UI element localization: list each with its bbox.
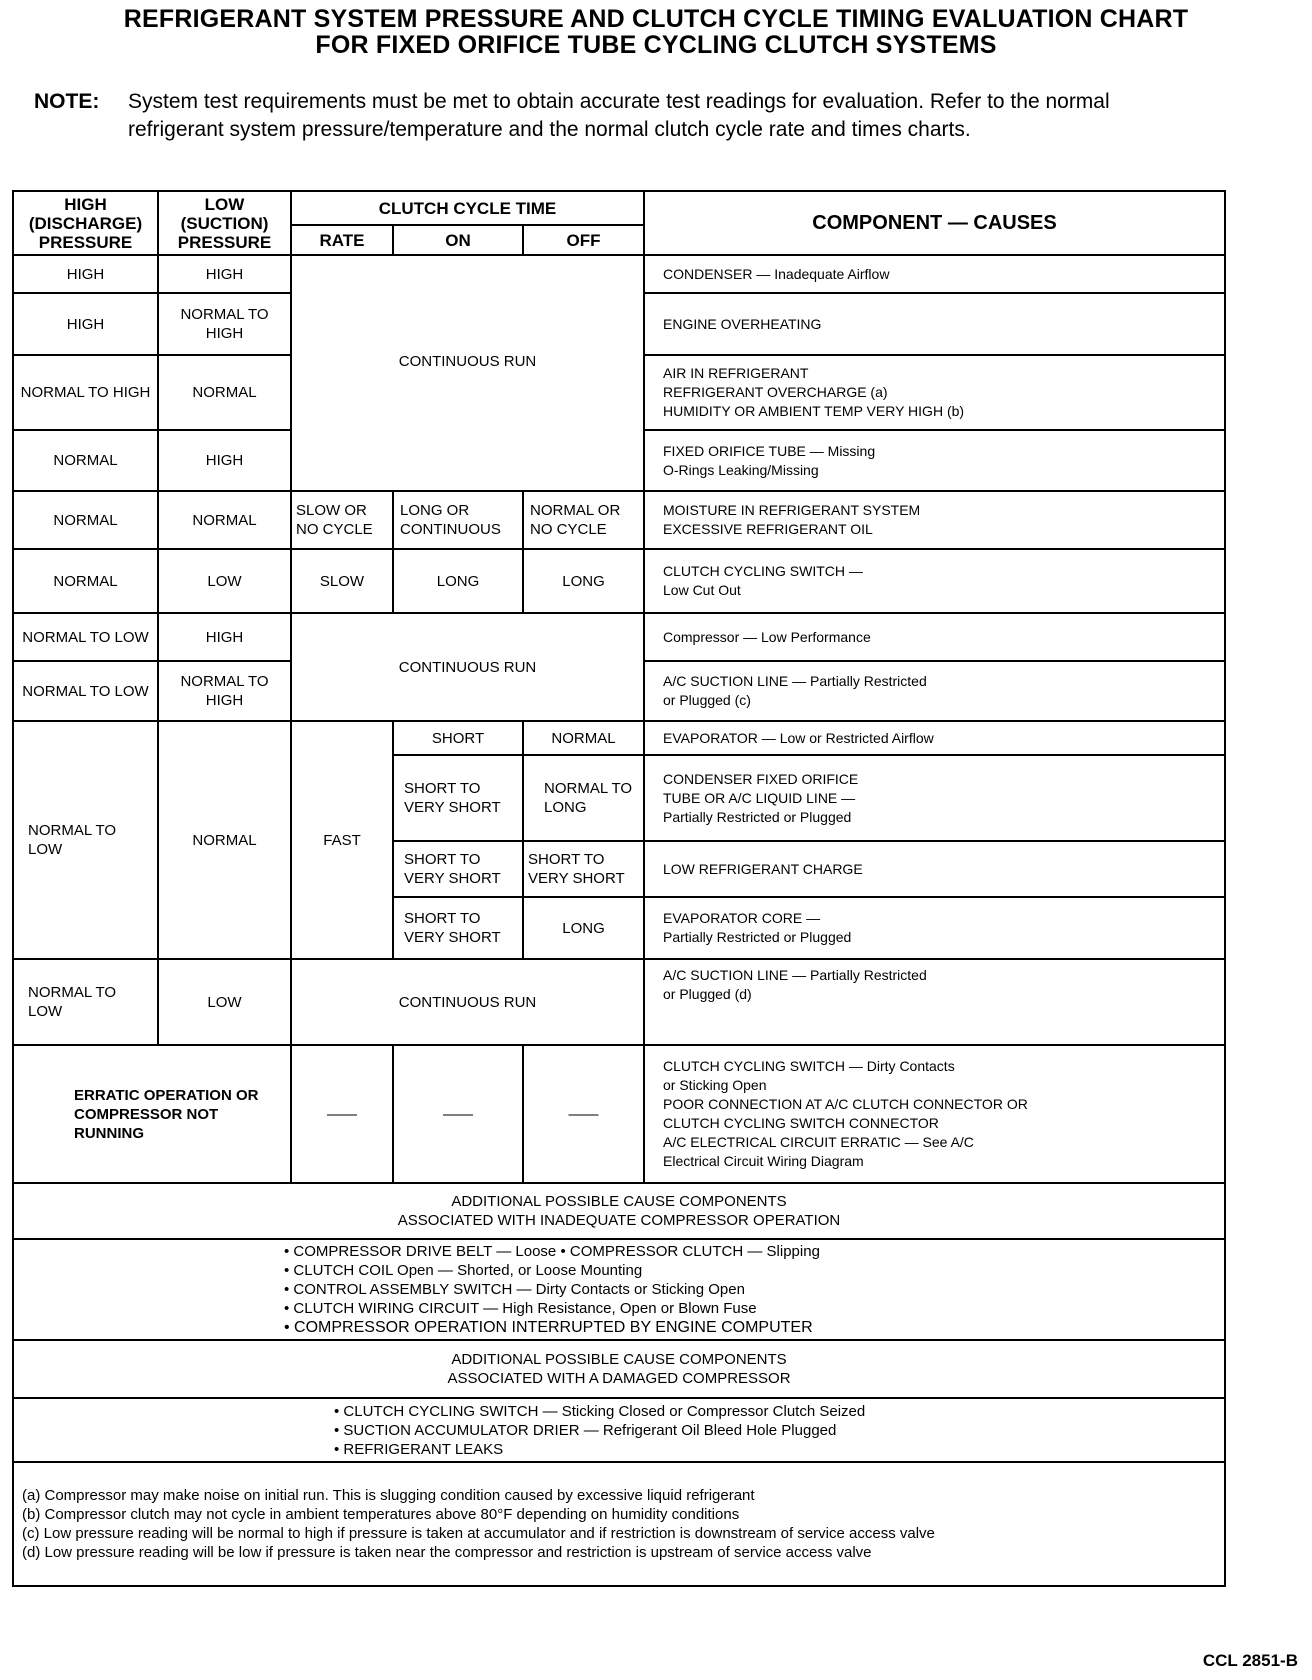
note-label: NOTE: [34,90,100,113]
header-low-pressure: LOW (SUCTION) PRESSURE [158,191,291,255]
chart-title [0,6,1312,58]
footnote-b: (b) Compressor clutch may not cycle in ambient temperatures above 80°F depending on humidity conditions [22,1506,740,1523]
row3-low: NORMAL [158,355,291,430]
row13-cause-line2: or Plugged (d) [663,986,752,1002]
footnotes [13,1462,1225,1586]
row14-off: —— [523,1045,644,1183]
row11-off: SHORT TO VERY SHORT [523,841,644,897]
row8-cause-line1: A/C SUCTION LINE — Partially Restricted [663,673,927,689]
additional2-item: • CLUTCH CYCLING SWITCH — Sticking Closed or Compressor Clutch Seized [334,1402,866,1420]
row12-on: SHORT TO VERY SHORT [393,897,523,959]
additional1-list [13,1239,1225,1340]
row11-on: SHORT TO VERY SHORT [393,841,523,897]
additional1-item: • COMPRESSOR OPERATION INTERRUPTED BY ENGINE COMPUTER [284,1319,813,1336]
row5-cause [644,491,1225,549]
row4-low: HIGH [158,430,291,491]
row5-low: NORMAL [158,491,291,549]
row2-cause: ENGINE OVERHEATING [644,293,1225,355]
row4-cause-line1: FIXED ORIFICE TUBE — Missing [663,442,876,459]
row7-low: HIGH [158,613,291,661]
footnote-c: (c) Low pressure reading will be normal to high if pressure is taken at accumulator and if restriction is downstream of service access valve [22,1525,935,1542]
row8-low: NORMAL TO HIGH [158,661,291,721]
row2-high: HIGH [13,293,158,355]
row5-rate: SLOW OR NO CYCLE [291,491,393,549]
row6-cause [644,549,1225,613]
document-code: CCL 2851-B [1202,1651,1298,1670]
row6-off: LONG [523,549,644,613]
additional1-header [13,1183,1225,1239]
rows1-4-clutch: CONTINUOUS RUN [291,255,644,491]
additional2-item: • SUCTION ACCUMULATOR DRIER — Refrigerant Oil Bleed Hole Plugged [334,1421,837,1439]
footnote-a: (a) Compressor may make noise on initial run. This is slugging condition caused by excessive liquid refrigerant [22,1487,755,1504]
row5-on: LONG OR CONTINUOUS [393,491,523,549]
rows9-12-low: NORMAL [158,721,291,959]
row8-cause [644,661,1225,721]
row3-cause [644,355,1225,430]
row14-cause-line4: CLUTCH CYCLING SWITCH CONNECTOR [663,1115,939,1131]
additional2-header-line2: ASSOCIATED WITH A DAMAGED COMPRESSOR [447,1370,791,1387]
row10-off: NORMAL TO LONG [523,755,644,841]
row10-cause-line1: CONDENSER FIXED ORIFICE [663,770,859,787]
row5-off: NORMAL OR NO CYCLE [523,491,644,549]
header-off: OFF [523,225,644,255]
additional2-header-line1: ADDITIONAL POSSIBLE CAUSE COMPONENTS [451,1351,787,1368]
row6-rate: SLOW [291,549,393,613]
header-rate: RATE [291,225,393,255]
row14-high: ERRATIC OPERATION OR COMPRESSOR NOT RUNNING [13,1045,291,1183]
title-line-2: FOR FIXED ORIFICE TUBE CYCLING CLUTCH SYSTEMS [315,31,997,59]
row4-cause [644,430,1225,491]
header-on: ON [393,225,523,255]
row14-cause-line3: POOR CONNECTION AT A/C CLUTCH CONNECTOR OR [663,1096,1028,1112]
additional1-item: • COMPRESSOR DRIVE BELT — Loose • COMPRESSOR CLUTCH — Slipping [284,1243,820,1260]
additional2-header [13,1340,1225,1398]
row13-cause [644,959,1225,1045]
row3-high: NORMAL TO HIGH [13,355,158,430]
row3-cause-line3: HUMIDITY OR AMBIENT TEMP VERY HIGH (b) [663,403,965,419]
row7-cause: Compressor — Low Performance [644,613,1225,661]
row8-high: NORMAL TO LOW [13,661,158,721]
row11-cause: LOW REFRIGERANT CHARGE [644,841,1225,897]
row12-cause [644,897,1225,959]
row12-cause-line1: EVAPORATOR CORE — [663,910,821,926]
additional1-item: • CLUTCH WIRING CIRCUIT — High Resistance, Open or Blown Fuse [284,1300,757,1317]
row5-high: NORMAL [13,491,158,549]
row12-off: LONG [523,897,644,959]
row14-cause-line5: A/C ELECTRICAL CIRCUIT ERRATIC — See A/C [663,1134,974,1150]
row5-cause-line2: EXCESSIVE REFRIGERANT OIL [663,521,873,537]
row1-high: HIGH [13,255,158,293]
additional1-item: • CONTROL ASSEMBLY SWITCH — Dirty Contacts or Sticking Open [284,1281,745,1298]
row13-low: LOW [158,959,291,1045]
row6-cause-line1: CLUTCH CYCLING SWITCH — [663,563,863,579]
row6-on: LONG [393,549,523,613]
additional1-item: • CLUTCH COIL Open — Shorted, or Loose Mounting [284,1262,643,1279]
header-clutch-cycle-time: CLUTCH CYCLE TIME [291,191,644,225]
row6-high: NORMAL [13,549,158,613]
row14-cause-line1: CLUTCH CYCLING SWITCH — Dirty Contacts [663,1058,955,1074]
row13-clutch: CONTINUOUS RUN [291,959,644,1045]
rows9-12-high: NORMAL TO LOW [13,721,158,959]
footnote-d: (d) Low pressure reading will be low if pressure is taken near the compressor and restriction is upstream of service access valve [22,1544,872,1561]
row12-cause-line2: Partially Restricted or Plugged [663,929,852,945]
row13-high: NORMAL TO LOW [13,959,158,1045]
row5-cause-line1: MOISTURE IN REFRIGERANT SYSTEM [663,502,921,518]
row14-cause [644,1045,1225,1183]
header-component-causes: COMPONENT — CAUSES [644,191,1225,255]
row9-cause: EVAPORATOR — Low or Restricted Airflow [644,721,1225,755]
additional2-list [13,1398,1225,1462]
row4-cause-line2: O-Rings Leaking/Missing [663,461,819,478]
rows7-8-clutch: CONTINUOUS RUN [291,613,644,721]
row6-cause-line2: Low Cut Out [663,582,741,598]
row1-cause: CONDENSER — Inadequate Airflow [644,255,1225,293]
row9-on: SHORT [393,721,523,755]
additional1-header-line2: ASSOCIATED WITH INADEQUATE COMPRESSOR OPERATION [397,1212,841,1229]
row10-on: SHORT TO VERY SHORT [393,755,523,841]
row4-high: NORMAL [13,430,158,491]
row14-cause-line2: or Sticking Open [663,1077,767,1093]
rows9-12-rate: FAST [291,721,393,959]
row6-low: LOW [158,549,291,613]
additional2-item: • REFRIGERANT LEAKS [334,1440,504,1458]
title-line-1: REFRIGERANT SYSTEM PRESSURE AND CLUTCH CYCLE TIMING EVALUATION CHART [123,5,1189,33]
row10-cause-line3: Partially Restricted or Plugged [663,808,852,825]
additional1-header-line1: ADDITIONAL POSSIBLE CAUSE COMPONENTS [451,1193,787,1210]
row3-cause-line2: REFRIGERANT OVERCHARGE (a) [663,384,888,400]
row10-cause [644,755,1225,841]
row14-cause-line6: Electrical Circuit Wiring Diagram [663,1153,864,1169]
row10-cause-line2: TUBE OR A/C LIQUID LINE — [663,789,856,806]
row9-off: NORMAL [523,721,644,755]
row8-cause-line2: or Plugged (c) [663,692,751,708]
row3-cause-line1: AIR IN REFRIGERANT [663,365,809,381]
header-high-pressure: HIGH (DISCHARGE) PRESSURE [13,191,158,255]
evaluation-table [12,190,1226,1587]
row14-rate: —— [291,1045,393,1183]
row2-low: NORMAL TO HIGH [158,293,291,355]
row13-cause-line1: A/C SUCTION LINE — Partially Restricted [663,967,927,983]
row14-on: —— [393,1045,523,1183]
row1-low: HIGH [158,255,291,293]
note-text: System test requirements must be met to obtain accurate test readings for evaluation. Refer to the normal refrigerant system pressure/temperature and the normal clutch cycle rate and times charts. [128,90,1110,141]
row7-high: NORMAL TO LOW [13,613,158,661]
